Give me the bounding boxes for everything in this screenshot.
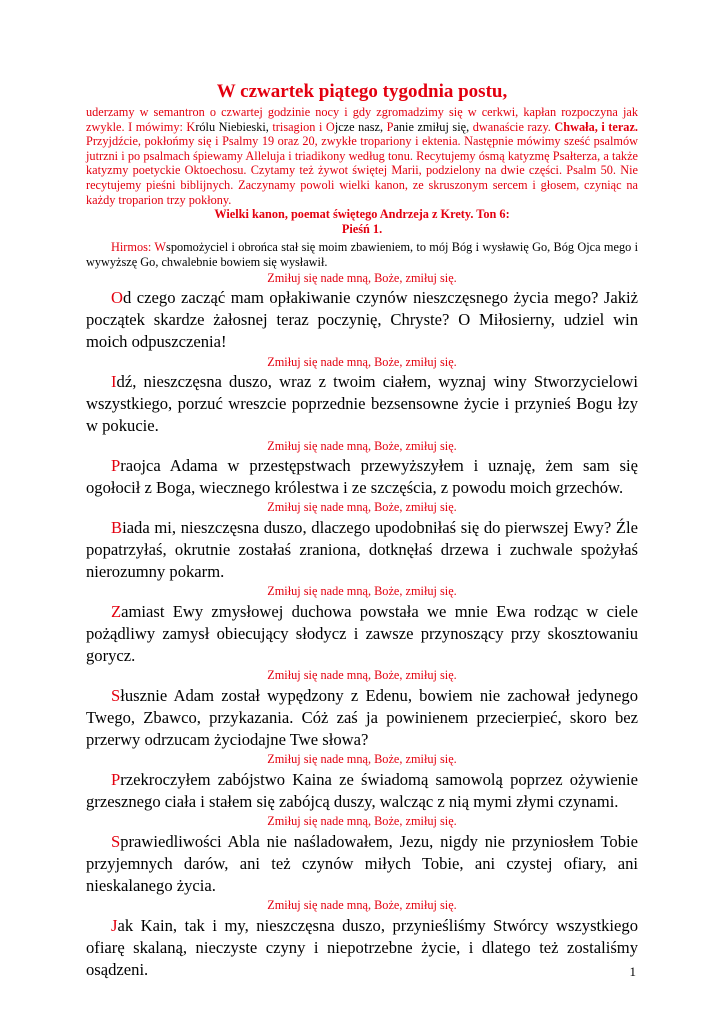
verse-text: dź, nieszczęsna duszo, wraz z twoim ciałem, wyznaj winy Stworzycielowi wszystkiego, porzuć wreszcie poprzednie bezsensowne życie i przynieś Bogu łzy w pokucie. xyxy=(86,371,638,436)
verse-5 xyxy=(86,601,638,668)
refrain: Zmiłuj się nade mną, Boże, zmiłuj się. xyxy=(267,584,457,599)
verse-initial: P xyxy=(111,769,121,789)
intro-text-2: y i ektenia. Następnie mówimy sześć psalmów jutrzni i po psalmach śpiewamy Alleluja i triadikony według tonu. Recytujemy ósmą katyzmę Psałterza, a także katyzmy poetyckie Oktoechosu. Czytamy też żywot świętej Marii, podzielony na dwie części. Psalm 50. Nie recytujemy pieśni biblijnych. Zaczynamy powoli wielki kanon, ze skruszonym sercem i głosem, czyniąc na każdy troparion trzy pokłony. xyxy=(86,134,638,207)
refrain: Zmiłuj się nade mną, Boże, zmiłuj się. xyxy=(267,898,457,913)
panie-text: anie zmiłuj się, xyxy=(393,119,473,134)
ojcze-text: jcze nasz, xyxy=(334,119,387,134)
verse-initial: J xyxy=(111,915,118,935)
verse-initial: O xyxy=(111,287,123,307)
verse-initial: S xyxy=(111,685,121,705)
verse-text: iada mi, nieszczęsna duszo, dlaczego upodobniłaś się do pierwszej Ewy? Źle popatrzyłaś, okrutnie zostałaś zraniona, dotknęłaś drzewa i zuchwale spożyłaś nierozumny pokarm. xyxy=(86,517,638,582)
przyjdzcie-text: Przyjdźcie, pokłońmy się xyxy=(86,134,216,149)
refrain: Zmiłuj się nade mną, Boże, zmiłuj się. xyxy=(267,438,457,453)
verse-initial: B xyxy=(111,517,123,537)
refrain: Zmiłuj się nade mną, Boże, zmiłuj się. xyxy=(267,500,457,515)
krolu-text: rólu Niebieski, xyxy=(195,119,273,134)
verse-text: d czego zacząć mam opłakiwanie czynów nieszczęsnego życia mego? Jakiż początek skardze żałosnej teraz poczynię, Chryste? O Miłosierny, udziel win moich odpuszczenia! xyxy=(86,287,638,352)
page-title: W czwartek piątego tygodnia postu, xyxy=(216,81,508,102)
ode-title: Pieśń 1. xyxy=(341,221,383,236)
document-page xyxy=(86,80,638,981)
verse-text: amiast Ewy zmysłowej duchowa powstała we mnie Ewa rodząc w ciele pożądliwy zamysł obiecujący słodycz i zawsze przynoszący przy skosztowaniu gorycz. xyxy=(86,601,638,666)
refrain: Zmiłuj się nade mną, Boże, zmiłuj się. xyxy=(267,354,457,369)
hirmos-initial: W xyxy=(154,240,167,255)
psalmy-text: i Psalmy 19 oraz 20, zwykłe troparion xyxy=(215,134,406,149)
verse-text: prawiedliwości Abla nie naśladowałem, Jezu, nigdy nie przyniosłem Tobie przyjemnych darów, ani też czynów miłych Tobie, ani czystej ofiary, ani nieskalanego życia. xyxy=(86,831,638,896)
canon-title: Wielki kanon, poemat świętego Andrzeja z Krety. Ton 6: xyxy=(214,207,510,222)
verse-initial: Z xyxy=(111,601,122,621)
verse-text: raojca Adama w przestępstwach przewyższyłem i uznaję, żem sam się ogołocił z Boga, wiecznego królestwa i ze szczęścia, z powodu moich grzechów. xyxy=(86,455,638,498)
verses-container xyxy=(86,271,638,982)
hirmos xyxy=(86,240,638,269)
verse-2 xyxy=(86,371,638,438)
initial-k: K xyxy=(186,119,196,134)
initial-o: O xyxy=(325,119,335,134)
verse-text: łusznie Adam został wypędzony z Edenu, bowiem nie zachował jedynego Twego, Zbawco, przykazania. Cóż zaś ja powinienem przecierpieć, skoro bez przerwy odrzucam życiodajne Twe słowa? xyxy=(86,685,638,750)
verse-initial: S xyxy=(111,831,121,851)
refrain: Zmiłuj się nade mną, Boże, zmiłuj się. xyxy=(267,752,457,767)
refrain: Zmiłuj się nade mną, Boże, zmiłuj się. xyxy=(267,814,457,829)
verse-text: ak Kain, tak i my, nieszczęsna duszo, przynieśliśmy Stwórcy wszystkiego ofiarę skalaną, nieczyste czyny i niepotrzebne życie, i dlatego też zostaliśmy osądzeni. xyxy=(86,915,638,980)
hirmos-text: spomożyciel i obrońca stał się moim zbawieniem, to mój Bóg i wysławię Go, Bóg Ojca mego i wywyższę Go, chwalebnie bowiem się wysławił. xyxy=(86,240,638,269)
verse-4 xyxy=(86,517,638,584)
dwanascie-text: dwanaście razy. xyxy=(472,119,551,134)
trisagion-text: trisagion i xyxy=(272,119,326,134)
verse-6 xyxy=(86,685,638,752)
intro-rubric xyxy=(86,105,638,207)
verse-3 xyxy=(86,455,638,499)
refrain: Zmiłuj się nade mną, Boże, zmiłuj się. xyxy=(267,270,457,285)
verse-7 xyxy=(86,769,638,813)
verse-initial: I xyxy=(111,371,117,391)
intro-text-1: uderzamy w semantron o czwartej godzinie nocy i gdy zgromadzimy się w cerkwi, kapłan rozpoczyna jak zwykle. I mówimy: xyxy=(86,105,638,134)
initial-p: P xyxy=(386,119,394,134)
verse-9 xyxy=(86,915,638,982)
verse-8 xyxy=(86,831,638,898)
verse-initial: P xyxy=(111,455,121,475)
page-number: 1 xyxy=(629,964,636,979)
verse-text: rzekroczyłem zabójstwo Kaina ze świadomą samowolą poprzez ożywienie grzesznego ciała i stałem się zabójcą duszy, walcząc z nią mymi złymi czynami. xyxy=(86,769,638,812)
hirmos-label: Hirmos: xyxy=(111,240,155,255)
refrain: Zmiłuj się nade mną, Boże, zmiłuj się. xyxy=(267,668,457,683)
verse-1 xyxy=(86,287,638,354)
chwala-text: Chwała, i teraz. xyxy=(554,119,638,134)
